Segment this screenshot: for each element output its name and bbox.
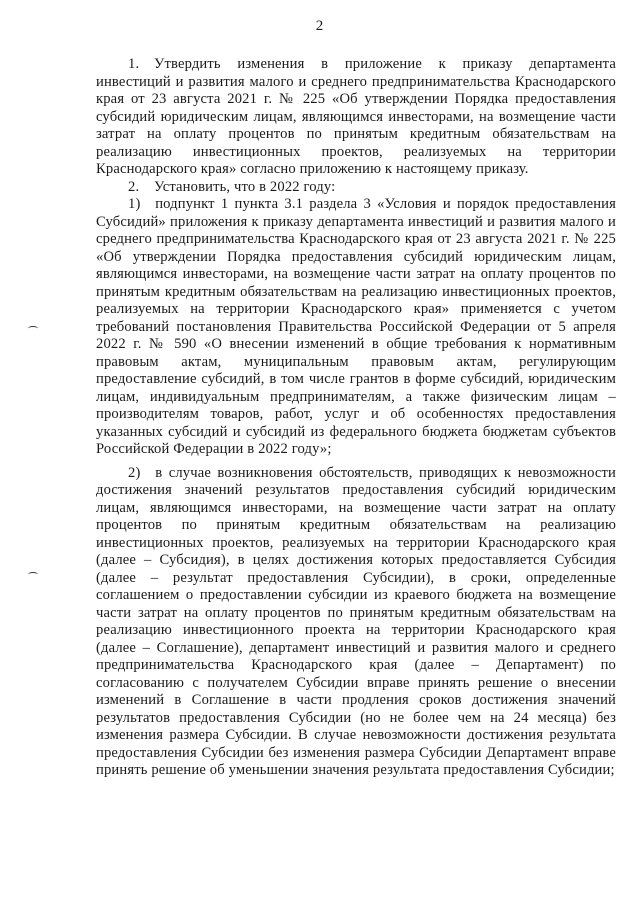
subparagraph-2: 2) в случае возникновения обстоятельств, приводящих к невозможности достижения значений результатов предоставления субсидий юридическим лицам, являющимся инвесторами, на возмещение части затрат на оплату процентов по принятым кредитным обязательствам на реализацию инвестиционных проектов, реализуемых на территории Краснодарского края (далее – Субсидия), в целях достижения которых предоставляется Субсидия (далее – результат предоставления Субсидии), в сроки, определенные соглашением о предоставлении субсидии из краевого бюджета на возмещение части затрат на оплату процентов по принятым кредитным обязательствам на реализацию инвестиционного проекта на территории Краснодарского края (далее – Соглашение), департамент инвестиций и развития малого и среднего предпринимательства Краснодарского края (далее – Департамент) по согласованию с получателем Субсидии вправе принять решение о внесении изменений в Соглашение в части продления сроков достижения значений результатов предоставления Субсидии (но не более чем на 24 месяца) без изменения размера Субсидии. В случае невозможности достижения результата предоставления Субсидии без изменения размера Субсидии Департамент вправе принять решение об уменьшении значения результата предоставления Субсидии; — [96, 464, 616, 778]
page-number: 2 — [315, 18, 324, 34]
document-body — [96, 56, 616, 780]
paragraph-item-1: 1. Утвердить изменения в приложение к приказу департамента инвестиций и развития малого и среднего предпринимательства Краснодарского края от 23 августа 2021 г. № 225 «Об утверждении Порядка предоставления субсидий юридическим лицам, являющимся инвесторами, на возмещение части затрат на оплату процентов по принятым кредитным обязательствам на реализацию инвестиционных проектов, реализуемых на территории Краснодарского края» согласно приложению к настоящему приказу. — [96, 56, 616, 177]
punch-hole-mark — [28, 572, 38, 577]
subparagraph-1: 1) подпункт 1 пункта 3.1 раздела 3 «Условия и порядок предоставления Субсидий» приложения к приказу департамента инвестиций и развития малого и среднего предпринимательства Краснодарского края от 23 августа 2021 г. № 225 «Об утверждении Порядка предоставления субсидий юридическим лицам, являющимся инвесторами, на возмещение части затрат на оплату процентов по принятым кредитным обязательствам на реализацию инвестиционных проектов, реализуемых на территории Краснодарского края» применяется с учетом требований постановления Правительства Российской Федерации от 5 апреля 2022 г. № 590 «О внесении изменений в общие требования к нормативным правовым актам, муниципальным правовым актам, регулирующим предоставление субсидий, в том числе грантов в форме субсидий, юридическим лицам, индивидуальным предпринимателям, а также физическим лицам – производителям товаров, работ, услуг и об особенностях предоставления указанных субсидий и субсидий из федерального бюджета бюджетам субъектов Российской Федерации в 2022 году»; — [96, 196, 616, 457]
punch-hole-mark — [28, 326, 38, 331]
paragraph-item-2: 2. Установить, что в 2022 году: — [128, 178, 336, 195]
